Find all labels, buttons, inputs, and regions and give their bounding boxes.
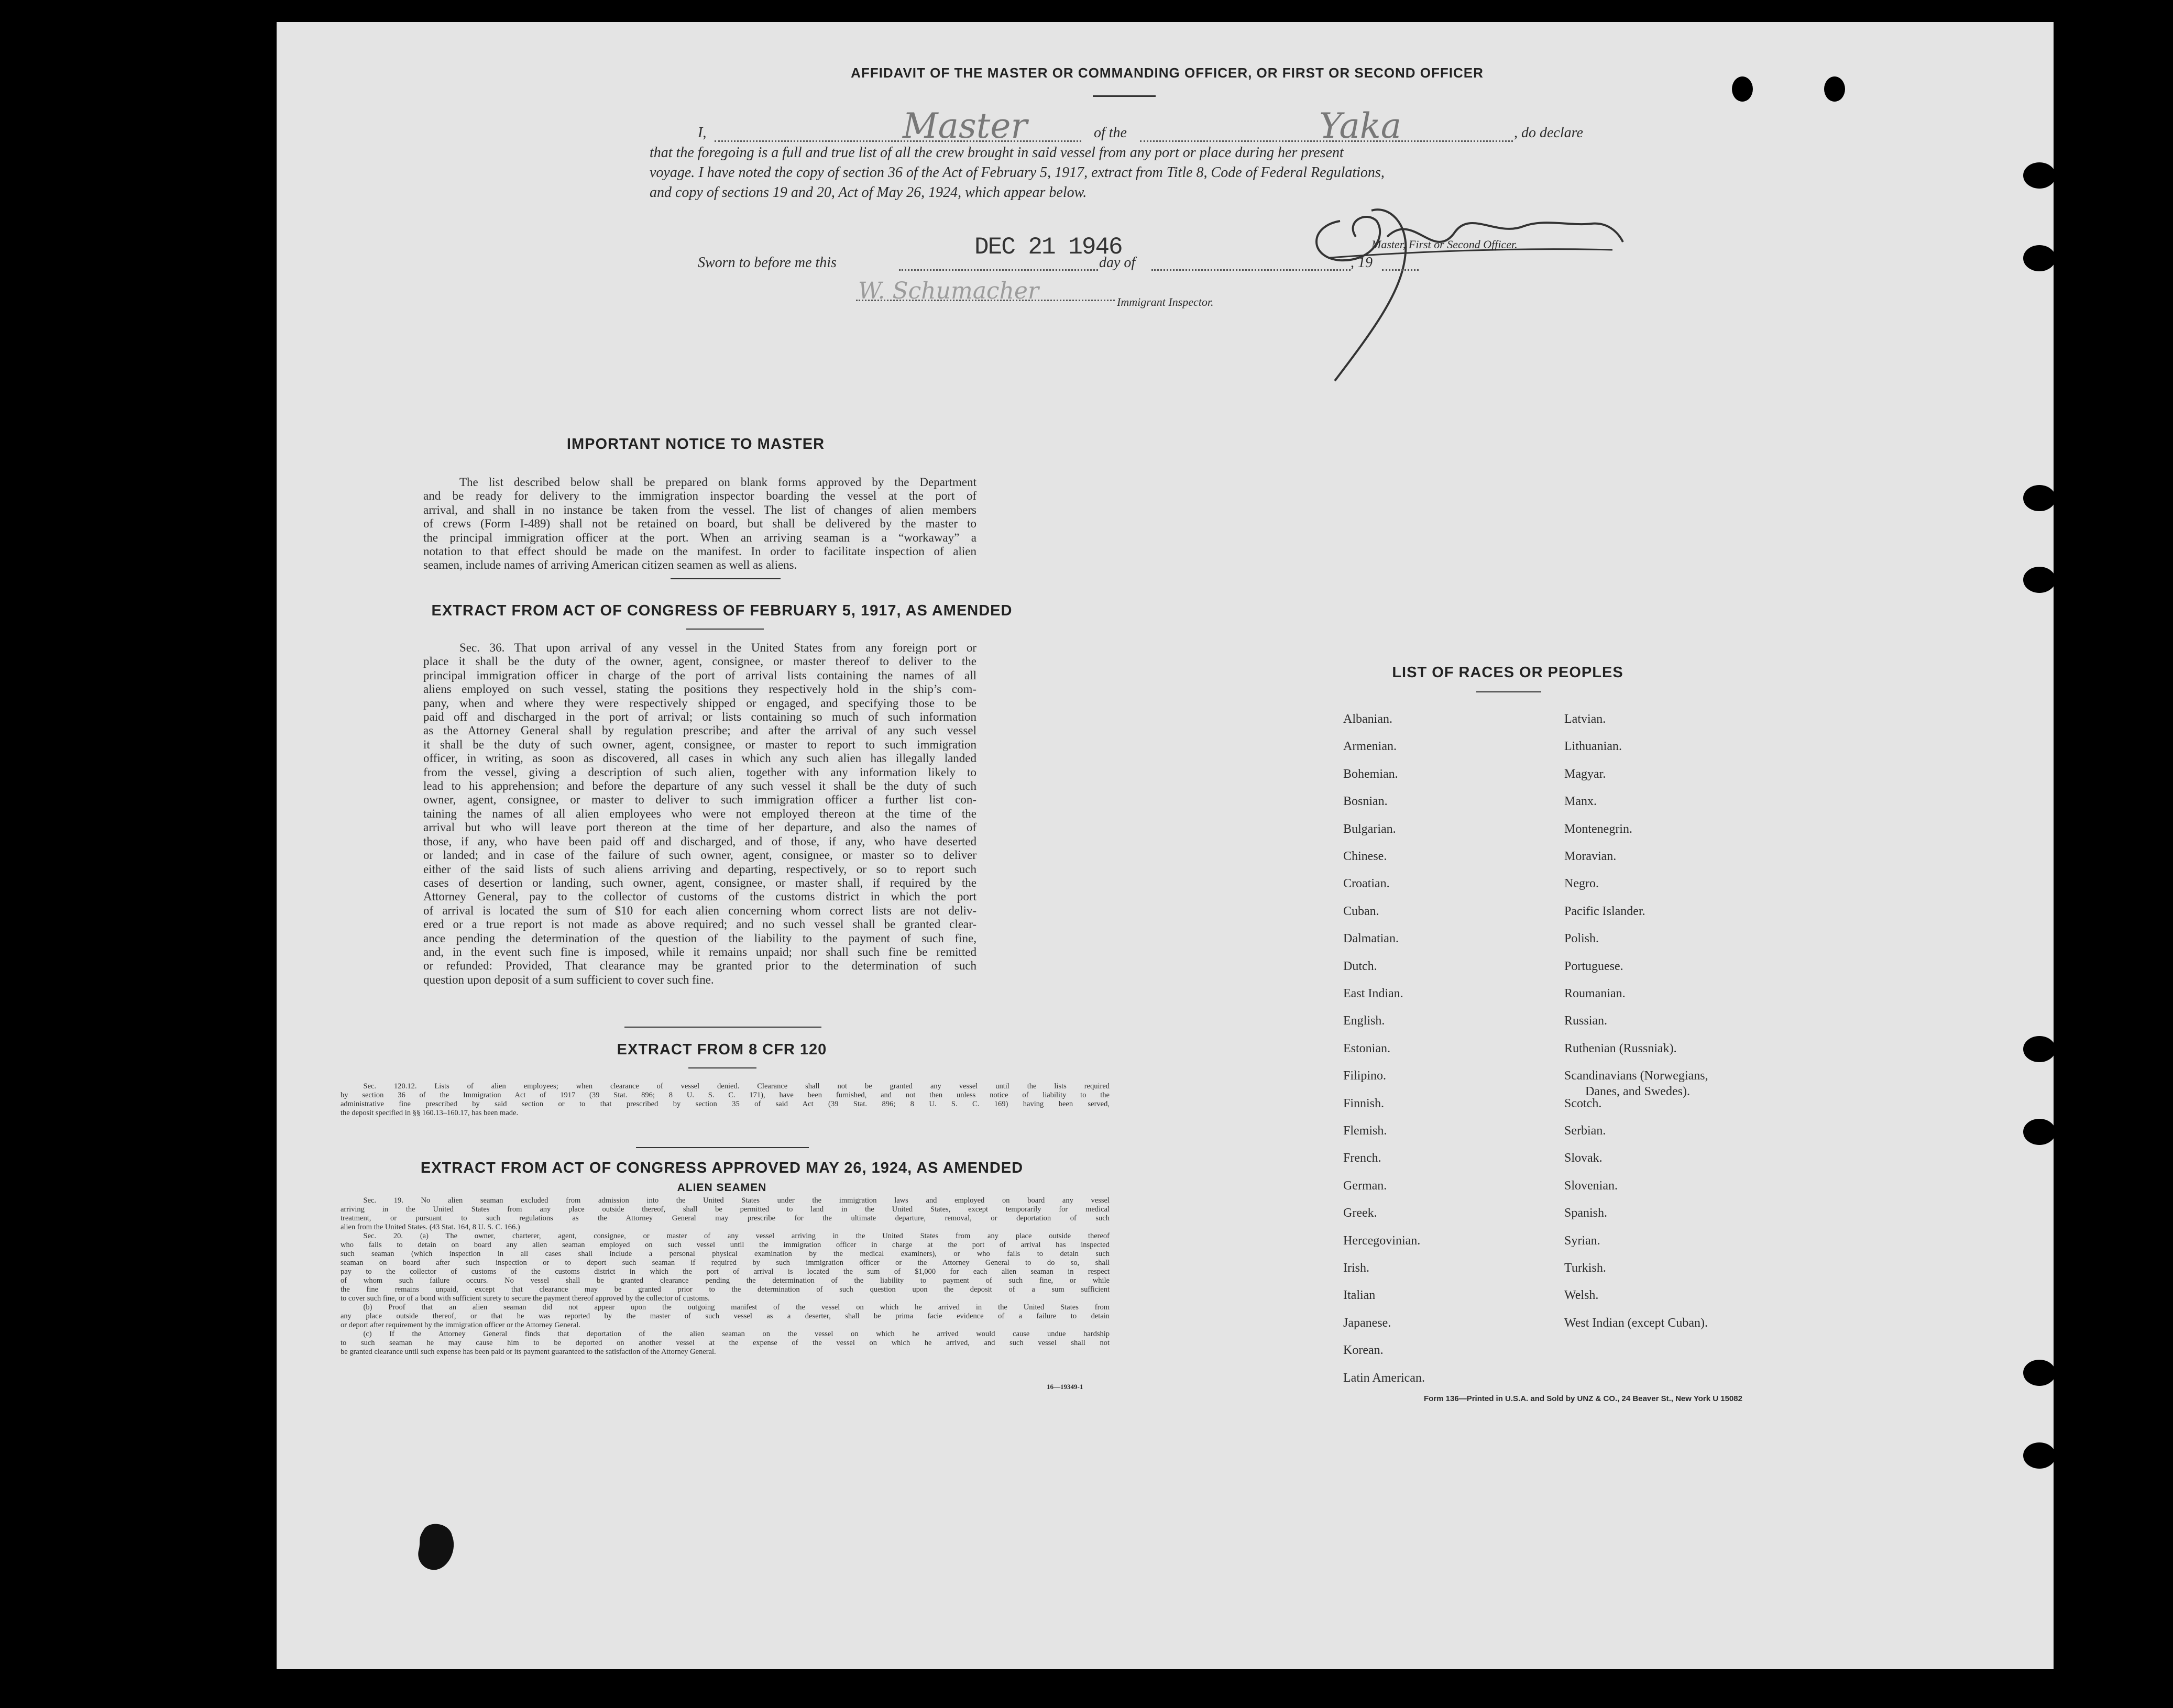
race-item: Chinese.	[1343, 850, 1387, 863]
race-item: West Indian (except Cuban).	[1564, 1316, 1708, 1330]
form-footer: Form 136—Printed in U.S.A. and Sold by UNZ & CO., 24 Beaver St., New York U 15082	[1424, 1394, 1742, 1403]
extract-1917-line: Sec. 36. That upon arrival of any vessel in the United States from any foreign port or	[459, 641, 976, 654]
extract-1924-line: be granted clearance until such expense has been paid or its payment guaranteed to the satisfaction of the Attorney General.	[341, 1348, 716, 1356]
punch-hole	[2023, 162, 2056, 189]
extract-1924-rule-top	[636, 1147, 809, 1148]
notice-line: The list described below shall be prepared on blank forms approved by the Department	[459, 476, 976, 489]
extract-1924-line: alien from the United States. (43 Stat. 164, 8 U. S. C. 166.)	[341, 1223, 520, 1231]
affidavit-body-line: and copy of sections 19 and 20, Act of May 26, 1924, which appear below.	[650, 184, 1087, 201]
month-dotted-line	[1151, 269, 1351, 271]
race-item: Danes, and Swedes).	[1585, 1085, 1690, 1099]
punch-hole	[2023, 1442, 2056, 1469]
extract-1917-line: either of the said lists of such aliens arriving and departing, respectively, or so to report such	[423, 862, 976, 876]
ink-blot	[413, 1520, 460, 1572]
race-item: German.	[1343, 1178, 1387, 1193]
extract-1924-body	[341, 1196, 1110, 1357]
affidavit-i-value: Master	[903, 106, 1027, 146]
extract-1917-line: taining the names of all alien employees who were not employed thereon at the time of the	[423, 807, 976, 820]
race-item: Russian.	[1564, 1014, 1608, 1028]
extract-1917-line: arrival but who will leave port thereon at the time of her departure, and also the names of	[423, 821, 976, 834]
race-item: Finnish.	[1343, 1096, 1385, 1110]
race-item: Flemish.	[1343, 1124, 1387, 1138]
extract-1924-line: (b) Proof that an alien seaman did not appear upon the outgoing manifest of the vessel on which he arrived in the United States from	[363, 1303, 1110, 1312]
race-item: East Indian.	[1343, 987, 1403, 1000]
cfr-rule-top	[624, 1027, 821, 1028]
race-item: Bohemian.	[1343, 767, 1398, 781]
extract-1917-line: as the Attorney General shall by regulation prescribe; and after the arrival of any such vessel	[423, 724, 976, 737]
race-item: Magyar.	[1564, 767, 1606, 781]
race-item: Syrian.	[1564, 1233, 1600, 1248]
extract-cfr-body	[341, 1082, 1110, 1118]
signature-caption: Master, First or Second Officer.	[1371, 238, 1518, 251]
notice-body	[423, 476, 976, 572]
extract-1924-line: of whom such failure occurs. No vessel shall be granted clearance pending the determination of the liability to payment of such fine, or while	[341, 1276, 1110, 1285]
master-signature	[1298, 190, 1639, 389]
extract-1924-line: Sec. 20. (a) The owner, charterer, agent, consignee, or master of any vessel arriving in the United States from any place outside thereof	[363, 1232, 1110, 1240]
extract-cfr-title: EXTRACT FROM 8 CFR 120	[617, 1041, 827, 1058]
extract-1924-line: (c) If the Attorney General finds that deportation of the alien seaman on the vessel on which he arrived would cause undue hardship	[363, 1330, 1110, 1338]
extract-1924-line: Sec. 19. No alien seaman excluded from admission into the United States under the immigration laws and employed on board any vessel	[363, 1196, 1110, 1205]
notice-line: seamen, include names of arriving American citizen seamen as well as aliens.	[423, 558, 797, 572]
extract-1924-line: pay to the collector of customs of the customs district in which the port of arrival is located the sum of $1,000 for each alien seaman in respect	[341, 1268, 1110, 1276]
extract-1917-rule	[686, 629, 764, 630]
notice-line: of crews (Form I-489) shall not be retained on board, but shall be delivered by the master to	[423, 517, 976, 531]
extract-1917-line: pany, when and where they were respectively shipped or engaged, and specifying those to be	[423, 696, 976, 710]
race-item: Serbian.	[1564, 1124, 1606, 1138]
race-item: Latvian.	[1564, 712, 1606, 726]
race-item: Moravian.	[1564, 850, 1617, 863]
race-item: Turkish.	[1564, 1261, 1606, 1275]
inspector-signature: W. Schumacher	[858, 278, 1039, 304]
extract-cfr-line: by section 36 of the Immigration Act of 1917 (39 Stat. 896; 8 U. S. C. 171), have been furnished, and not then unless notice of liability to the	[341, 1091, 1110, 1099]
affidavit-body-line: that the foregoing is a full and true list of all the crew brought in said vessel from any port or place during her present	[650, 145, 1344, 161]
race-item: Italian	[1343, 1288, 1376, 1303]
day-dotted-line	[899, 269, 1098, 271]
race-item: Dalmatian.	[1343, 932, 1399, 946]
race-item: Polish.	[1564, 932, 1599, 946]
extract-1917-line: officer, in writing, as soon as discovered, all cases in which any such alien has illegally landed	[423, 752, 976, 765]
extract-1924-line: who fails to detain on board any alien seaman employed on such vessel until the immigration officer in charge at the port of arrival has inspected	[341, 1241, 1110, 1249]
extract-1917-line: ance pending the determination of the question of the liability to the payment of such fine,	[423, 931, 976, 945]
extract-1917-line: Attorney General, pay to the collector of customs of the customs district in which the port	[423, 890, 976, 903]
extract-1924-line: such seaman (which inspection in all cases shall include a personal physical examination by the medical examiners), or who fails to detain such	[341, 1250, 1110, 1258]
notice-line: and be ready for delivery to the immigration inspector boarding the vessel at the port of	[423, 489, 976, 503]
extract-1924-line: or deport after requirement by the immigration officer or the Attorney General.	[341, 1321, 580, 1329]
extract-1917-line: of arrival is located the sum of $10 for each alien concerning whom correct lists are not deliv-	[423, 903, 976, 917]
extract-1917-line: from the vessel, giving a description of such alien, together with any information likely to	[423, 765, 976, 779]
extract-cfr-line: administrative fine prescribed by said section or to that prescribed by section 35 of said Act (39 Stat. 896; 8 U. S. C. 169) having been served,	[341, 1100, 1110, 1108]
sworn-label: Sworn to before me this	[698, 255, 837, 271]
affidavit-declare-label: , do declare	[1514, 125, 1583, 141]
race-item: Lithuanian.	[1564, 740, 1622, 754]
race-item: Korean.	[1343, 1343, 1384, 1358]
notice-line: the principal immigration officer at the port. When an arriving seaman is a “workaway” a	[423, 531, 976, 544]
races-title: LIST OF RACES OR PEOPLES	[1392, 664, 1623, 681]
race-item: Negro.	[1564, 877, 1599, 891]
affidavit-of-the-label: of the	[1094, 125, 1127, 141]
race-item: Croatian.	[1343, 877, 1390, 891]
affidavit-vessel-value: Yaka	[1319, 106, 1402, 146]
race-item: Welsh.	[1564, 1288, 1599, 1303]
race-item: Scandinavians (Norwegians,	[1564, 1069, 1708, 1083]
extract-cfr-line: Sec. 120.12. Lists of alien employees; when clearance of vessel denied. Clearance shall not be granted any vessel until the lists required	[363, 1082, 1110, 1090]
race-item: French.	[1343, 1151, 1381, 1165]
notice-title: IMPORTANT NOTICE TO MASTER	[566, 436, 825, 453]
punch-hole	[2023, 1360, 2056, 1386]
extract-1917-line: owner, agent, consignee, or master to deliver to such immigration officer a further list con-	[423, 793, 976, 807]
extract-1924-line: any place outside thereof, or that he was reported by the master of such vessel as a deserter, shall be prima facie evidence of a failure to detain	[341, 1312, 1110, 1320]
extract-1924-line: seaman on board after such inspection or to deport such seaman if required by such immigration officer or the Attorney General to do so, shall	[341, 1259, 1110, 1267]
notice-line: notation to that effect should be made on the manifest. In order to facilitate inspection of alien	[423, 545, 976, 558]
punch-hole	[2023, 485, 2056, 511]
extract-1924-footnote: 16—19349-1	[1047, 1383, 1083, 1391]
race-item: Greek.	[1343, 1206, 1377, 1220]
extract-1917-line: lead to his apprehension; and before the departure of any such vessel it shall be the duty of such	[423, 779, 976, 793]
notice-line: arrival, and shall in no instance be taken from the vessel. The list of changes of alien members	[423, 503, 976, 516]
year-dotted-line	[1382, 269, 1419, 271]
punch-hole	[1732, 76, 1753, 102]
extract-1917-body	[423, 641, 976, 987]
race-item: Estonian.	[1343, 1041, 1390, 1055]
race-item: Roumanian.	[1564, 987, 1626, 1000]
extract-1917-line: aliens employed on such vessel, stating the positions they respectively hold in the ship’s com-	[423, 682, 976, 696]
title-rule	[1093, 95, 1156, 97]
extract-1917-line: ered or a true report is not made as above required; and no such vessel shall be granted clear-	[423, 918, 976, 931]
date-stamp: DEC 21 1946	[974, 234, 1122, 261]
inspector-caption: Immigrant Inspector.	[1117, 295, 1214, 308]
race-item: Dutch.	[1343, 959, 1377, 973]
punch-hole	[1824, 76, 1845, 102]
extract-1917-line: or landed; and in case of the failure of such owner, agent, consignee, or master so to deliver	[423, 849, 976, 862]
race-item: Slovak.	[1564, 1151, 1603, 1165]
extract-1924-line: to cover such fine, or of a bond with sufficient surety to secure the payment thereof approved by the collector of customs.	[341, 1294, 710, 1303]
race-item: Spanish.	[1564, 1206, 1608, 1220]
race-item: Pacific Islander.	[1564, 904, 1645, 918]
extract-1917-line: and, in the event such fine is imposed, while it remains unpaid; nor shall such fine be remitted	[423, 945, 976, 958]
extract-1924-title: EXTRACT FROM ACT OF CONGRESS APPROVED MAY 26, 1924, AS AMENDED	[420, 1160, 1024, 1176]
extract-1924-line: treatment, or pursuant to such regulations as the Attorney General may prescribe for the ultimate departure, removal, or deportation of such	[341, 1214, 1110, 1222]
race-item: Albanian.	[1343, 712, 1392, 726]
extract-1917-title: EXTRACT FROM ACT OF CONGRESS OF FEBRUARY 5, 1917, AS AMENDED	[431, 602, 1013, 619]
day-of-label: day of	[1099, 255, 1136, 271]
extract-1917-line: principal immigration officer in charge of the port of arrival lists containing the names of all	[423, 668, 976, 682]
document-page	[277, 22, 2054, 1669]
extract-cfr-rule	[688, 1067, 756, 1068]
race-item: Armenian.	[1343, 740, 1397, 754]
races-rule	[1476, 691, 1541, 692]
affidavit-body-line: voyage. I have noted the copy of section 36 of the Act of February 5, 1917, extract from Title 8, Code of Federal Regulations,	[650, 164, 1385, 181]
extract-1917-line: or refunded: Provided, That clearance may be granted prior to the determination of such	[423, 959, 976, 973]
extract-1917-line: it shall be the duty of such owner, agent, consignee, or master to report to such immigration	[423, 737, 976, 751]
notice-rule	[671, 578, 781, 579]
extract-1924-subtitle: ALIEN SEAMEN	[677, 1182, 767, 1194]
race-item: Latin American.	[1343, 1371, 1425, 1385]
extract-1917-line: those, if any, who have been paid off and discharged, and of those, if any, who have deserted	[423, 834, 976, 848]
punch-hole	[2023, 1119, 2056, 1145]
race-item: Portuguese.	[1564, 959, 1623, 973]
race-item: Manx.	[1564, 795, 1597, 809]
race-item: Bosnian.	[1343, 795, 1388, 809]
extract-1917-line: paid off and discharged in the port of arrival; or lists containing so much of such information	[423, 710, 976, 724]
race-item: Bulgarian.	[1343, 822, 1396, 836]
affidavit-i-label: I,	[698, 125, 707, 141]
punch-hole	[2023, 1036, 2056, 1062]
extract-1924-line: the fine remains unpaid, except that clearance may be granted prior to the determination of such question upon the deposit of a sum sufficient	[341, 1285, 1110, 1294]
extract-1917-line: question upon deposit of a sum sufficient to cover such fine.	[423, 973, 714, 986]
race-item: English.	[1343, 1014, 1385, 1028]
punch-hole	[2023, 567, 2056, 593]
extract-cfr-line: the deposit specified in §§ 160.13–160.17, has been made.	[341, 1109, 519, 1117]
punch-hole	[2023, 245, 2056, 271]
race-item: Cuban.	[1343, 904, 1379, 918]
race-item: Hercegovinian.	[1343, 1233, 1421, 1248]
race-item: Japanese.	[1343, 1316, 1391, 1330]
extract-1917-line: cases of desertion or landing, such owner, agent, consignee, or master shall, if required by the	[423, 876, 976, 889]
race-item: Irish.	[1343, 1261, 1369, 1275]
race-item: Filipino.	[1343, 1069, 1387, 1083]
year-prefix: , 19	[1351, 255, 1373, 271]
extract-1924-line: to such seaman he may cause him to be deported on another vessel at the expense of the vessel on which he arrived, and such vessel shall not	[341, 1339, 1110, 1347]
race-item: Slovenian.	[1564, 1178, 1618, 1193]
affidavit-title: AFFIDAVIT OF THE MASTER OR COMMANDING OFFICER, OR FIRST OR SECOND OFFICER	[851, 65, 1484, 81]
race-item: Ruthenian (Russniak).	[1564, 1041, 1677, 1055]
extract-1917-line: place it shall be the duty of the owner, agent, consignee, or master thereof to deliver to the	[423, 655, 976, 668]
race-item: Montenegrin.	[1564, 822, 1632, 836]
race-item: Scotch.	[1564, 1096, 1602, 1110]
extract-1924-line: arriving in the United States from any place outside thereof, shall be permitted to land in the United States, except temporarily for medical	[341, 1205, 1110, 1214]
